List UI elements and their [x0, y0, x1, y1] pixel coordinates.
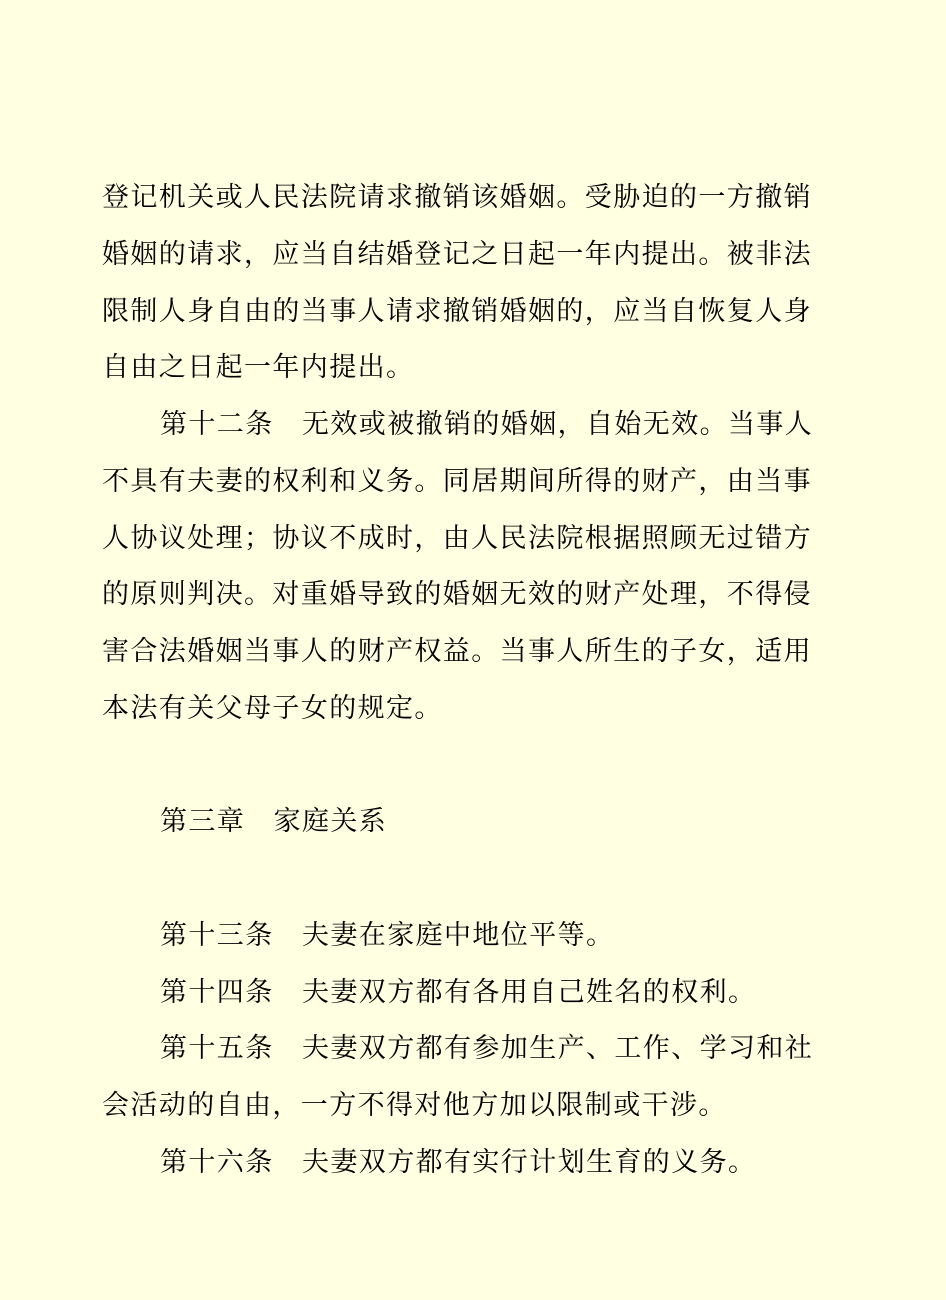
article-13-line: 第十三条 夫妻在家庭中地位平等。: [160, 920, 615, 951]
text-line: 婚姻的请求，应当自结婚登记之日起一年内提出。被非法: [102, 239, 812, 270]
text-line: 不具有夫妻的权利和义务。同居期间所得的财产，由当事: [102, 466, 812, 497]
text-line: 害合法婚姻当事人的财产权益。当事人所生的子女，适用: [102, 636, 812, 667]
text-line: 自由之日起一年内提出。: [102, 352, 415, 383]
text-line: 会活动的自由，一方不得对他方加以限制或干涉。: [102, 1090, 727, 1121]
chapter-heading: 第三章 家庭关系: [160, 806, 388, 837]
text-line: 登记机关或人民法院请求撤销该婚姻。受胁迫的一方撤销: [102, 182, 812, 213]
article-16-line: 第十六条 夫妻双方都有实行计划生育的义务。: [160, 1147, 757, 1178]
text-line: 限制人身自由的当事人请求撤销婚姻的，应当自恢复人身: [102, 296, 812, 327]
article-15-line: 第十五条 夫妻双方都有参加生产、工作、学习和社: [160, 1033, 814, 1064]
text-line: 人协议处理；协议不成时，由人民法院根据照顾无过错方: [102, 523, 812, 554]
text-line: 的原则判决。对重婚导致的婚姻无效的财产处理，不得侵: [102, 579, 812, 610]
text-line: 本法有关父母子女的规定。: [102, 693, 443, 724]
article-12-heading-line: 第十二条 无效或被撤销的婚姻，自始无效。当事人: [160, 409, 814, 440]
article-14-line: 第十四条 夫妻双方都有各用自己姓名的权利。: [160, 977, 757, 1008]
